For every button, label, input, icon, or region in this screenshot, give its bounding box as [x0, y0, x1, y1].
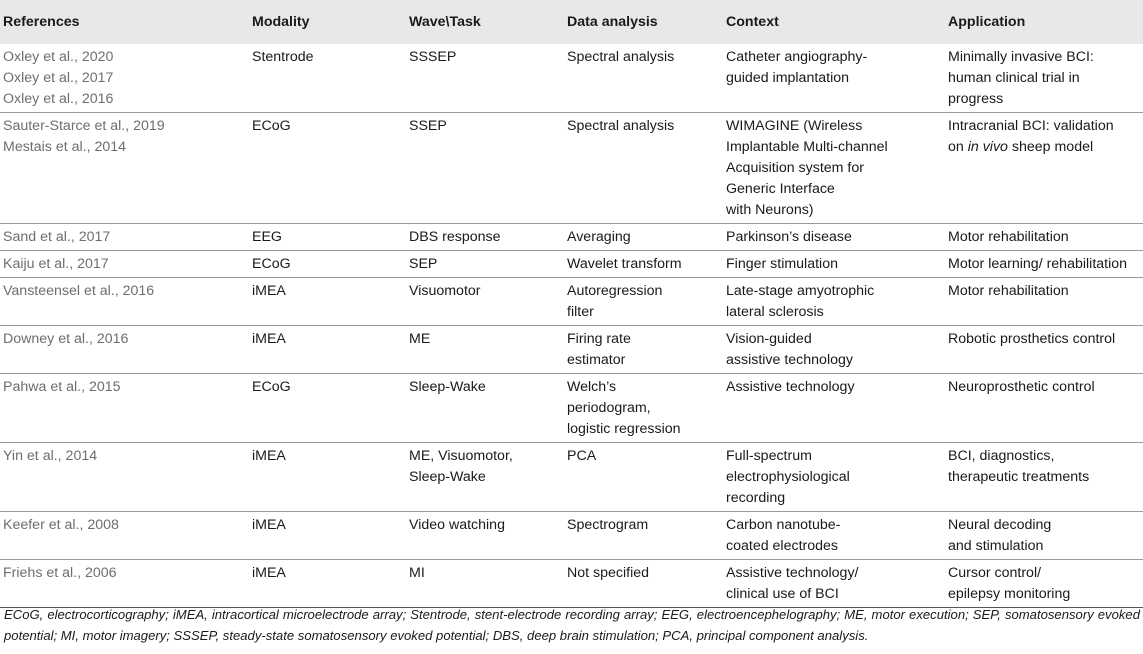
cell-line: Firing rate [567, 331, 631, 347]
cell-wave-task [406, 251, 564, 278]
cell-line: Spectrogram [567, 517, 649, 533]
cell-context [723, 113, 945, 224]
cell-text: sheep model [1007, 139, 1094, 155]
cell-reference [0, 44, 249, 113]
cell-line: ECoG [252, 379, 291, 395]
cell-line: Wavelet transform [567, 256, 682, 272]
header-application: Application [948, 14, 1026, 30]
cell-line: filter [567, 304, 594, 320]
cell-line: Welch’s [567, 379, 617, 395]
cell-line: Spectral analysis [567, 49, 675, 65]
cell-line: Motor rehabilitation [948, 283, 1069, 299]
cell-context [723, 44, 945, 113]
table-row [0, 278, 1143, 326]
cell-application [945, 278, 1143, 326]
cell-line: Assistive technology/ [726, 565, 859, 581]
cell-line: Neural decoding [948, 517, 1052, 533]
cell-modality [249, 251, 406, 278]
cell-modality [249, 44, 406, 113]
cell-line: and stimulation [948, 538, 1044, 554]
table-row [0, 374, 1143, 443]
table-row [0, 443, 1143, 512]
cell-line: ME, Visuomotor, [409, 448, 513, 464]
cell-line: lateral sclerosis [726, 304, 824, 320]
cell-line: electrophysiological [726, 469, 850, 485]
cell-line: recording [726, 490, 786, 506]
cell-line: Oxley et al., 2017 [3, 70, 114, 86]
cell-line: guided implantation [726, 70, 850, 86]
table-row [0, 113, 1143, 224]
cell-data-analysis [564, 278, 723, 326]
cell-application [945, 113, 1143, 224]
header-references: References [3, 14, 80, 30]
header-data-analysis: Data analysis [567, 14, 658, 30]
cell-line: Yin et al., 2014 [3, 448, 98, 464]
cell-line: Video watching [409, 517, 505, 533]
cell-wave-task [406, 512, 564, 560]
cell-line: Motor learning/ rehabilitation [948, 256, 1128, 272]
header-modality: Modality [252, 14, 310, 30]
cell-application [945, 512, 1143, 560]
cell-line: therapeutic treatments [948, 469, 1090, 485]
cell-line: Implantable Multi-channel [726, 139, 888, 155]
cell-line: Kaiju et al., 2017 [3, 256, 109, 272]
cell-context [723, 278, 945, 326]
cell-line: human clinical trial in [948, 70, 1080, 86]
cell-reference [0, 113, 249, 224]
table-row [0, 512, 1143, 560]
cell-line: iMEA [252, 517, 286, 533]
cell-line: clinical use of BCI [726, 586, 839, 602]
cell-line: iMEA [252, 283, 286, 299]
cell-line: Vision-guided [726, 331, 812, 347]
cell-line: Motor rehabilitation [948, 229, 1069, 245]
cell-line: ECoG [252, 118, 291, 134]
cell-application [945, 224, 1143, 251]
cell-line: ECoG [252, 256, 291, 272]
cell-line: Neuroprosthetic control [948, 379, 1095, 395]
cell-line: SSEP [409, 118, 447, 134]
cell-wave-task [406, 278, 564, 326]
cell-reference [0, 278, 249, 326]
cell-line: Friehs et al., 2006 [3, 565, 117, 581]
cell-wave-task [406, 560, 564, 608]
cell-application [945, 326, 1143, 374]
cell-data-analysis [564, 326, 723, 374]
cell-reference [0, 374, 249, 443]
cell-reference [0, 224, 249, 251]
cell-line: estimator [567, 352, 626, 368]
cell-data-analysis [564, 44, 723, 113]
cell-wave-task [406, 374, 564, 443]
cell-line: EEG [252, 229, 282, 245]
cell-line: SEP [409, 256, 438, 272]
cell-line: Catheter angiography- [726, 49, 868, 65]
cell-context [723, 443, 945, 512]
cell-application [945, 251, 1143, 278]
cell-line: PCA [567, 448, 597, 464]
cell-line: ME [409, 331, 431, 347]
cell-modality [249, 560, 406, 608]
table-body [0, 44, 1143, 608]
cell-line: Acquisition system for [726, 160, 864, 176]
cell-line: assistive technology [726, 352, 853, 368]
table-row [0, 560, 1143, 608]
italic-term: in vivo [967, 139, 1008, 155]
cell-reference [0, 326, 249, 374]
cell-data-analysis [564, 374, 723, 443]
cell-line: Sauter-Starce et al., 2019 [3, 118, 165, 134]
cell-application [945, 374, 1143, 443]
cell-line: Stentrode [252, 49, 314, 65]
cell-reference [0, 251, 249, 278]
cell-reference [0, 443, 249, 512]
cell-application [945, 44, 1143, 113]
cell-line: iMEA [252, 331, 286, 347]
cell-data-analysis [564, 560, 723, 608]
cell-line: MI [409, 565, 425, 581]
header-context: Context [726, 14, 779, 30]
cell-line: Oxley et al., 2016 [3, 91, 114, 107]
cell-line: Sleep-Wake [409, 469, 486, 485]
cell-line: with Neurons) [726, 202, 814, 218]
cell-line: Finger stimulation [726, 256, 838, 272]
cell-line: WIMAGINE (Wireless [726, 118, 863, 134]
cell-line: Full-spectrum [726, 448, 812, 464]
cell-data-analysis [564, 443, 723, 512]
cell-line: DBS response [409, 229, 501, 245]
cell-modality [249, 113, 406, 224]
cell-line: logistic regression [567, 421, 681, 437]
cell-line: epilepsy monitoring [948, 586, 1071, 602]
cell-line: Autoregression [567, 283, 663, 299]
cell-line: iMEA [252, 448, 286, 464]
cell-context [723, 560, 945, 608]
cell-line: Sand et al., 2017 [3, 229, 111, 245]
cell-data-analysis [564, 113, 723, 224]
cell-line: Downey et al., 2016 [3, 331, 129, 347]
cell-reference [0, 512, 249, 560]
cell-line: Robotic prosthetics control [948, 331, 1116, 347]
cell-line: Minimally invasive BCI: [948, 49, 1094, 65]
cell-wave-task [406, 44, 564, 113]
cell-context [723, 224, 945, 251]
cell-line: BCI, diagnostics, [948, 448, 1055, 464]
table-row [0, 44, 1143, 113]
cell-line: Cursor control/ [948, 565, 1042, 581]
cell-modality [249, 224, 406, 251]
cell-line: coated electrodes [726, 538, 838, 554]
cell-line: Vansteensel et al., 2016 [3, 283, 155, 299]
table-row [0, 251, 1143, 278]
cell-line: Spectral analysis [567, 118, 675, 134]
cell-line: Mestais et al., 2014 [3, 139, 127, 155]
cell-wave-task [406, 326, 564, 374]
cell-wave-task [406, 113, 564, 224]
cell-line: Pahwa et al., 2015 [3, 379, 121, 395]
cell-line: SSSEP [409, 49, 457, 65]
table-footnote: ECoG, electrocorticography; iMEA, intracortical microelectrode array; Stentrode, stent-electrode recording array; EEG, electroencephelography; ME, motor execution; SEP, somatosensory evoked potential; MI, motor imagery; SSSEP, steady-state somatosensory evoked potential; DBS, deep brain stimulation; PCA, principal component analysis. [4, 607, 1140, 643]
cell-modality [249, 374, 406, 443]
cell-modality [249, 326, 406, 374]
cell-line: Visuomotor [409, 283, 481, 299]
cell-line: Averaging [567, 229, 631, 245]
cell-line: Generic Interface [726, 181, 835, 197]
cell-data-analysis [564, 512, 723, 560]
cell-modality [249, 512, 406, 560]
cell-context [723, 326, 945, 374]
cell-reference [0, 560, 249, 608]
cell-text: on [948, 139, 968, 155]
cell-application [945, 443, 1143, 512]
cell-application [945, 560, 1143, 608]
cell-line: progress [948, 91, 1004, 107]
cell-line: Assistive technology [726, 379, 855, 395]
table-row [0, 326, 1143, 374]
cell-line: Not specified [567, 565, 650, 581]
table-row [0, 224, 1143, 251]
cell-line: Oxley et al., 2020 [3, 49, 114, 65]
cell-line: Intracranial BCI: validation [948, 118, 1114, 134]
cell-line: Keefer et al., 2008 [3, 517, 119, 533]
cell-data-analysis [564, 224, 723, 251]
cell-wave-task [406, 443, 564, 512]
cell-wave-task [406, 224, 564, 251]
cell-context [723, 374, 945, 443]
cell-modality [249, 278, 406, 326]
cell-modality [249, 443, 406, 512]
cell-line: periodogram, [567, 400, 651, 416]
cell-line: Late-stage amyotrophic [726, 283, 875, 299]
header-wave-task: Wave\Task [409, 14, 481, 30]
cell-line: Parkinson’s disease [726, 229, 852, 245]
table-header [0, 0, 1143, 44]
cell-line: iMEA [252, 565, 286, 581]
cell-line [948, 137, 1141, 158]
cell-line: Carbon nanotube- [726, 517, 841, 533]
header-row [0, 0, 1143, 44]
cell-context [723, 512, 945, 560]
cell-context [723, 251, 945, 278]
cell-data-analysis [564, 251, 723, 278]
cell-line: Sleep-Wake [409, 379, 486, 395]
